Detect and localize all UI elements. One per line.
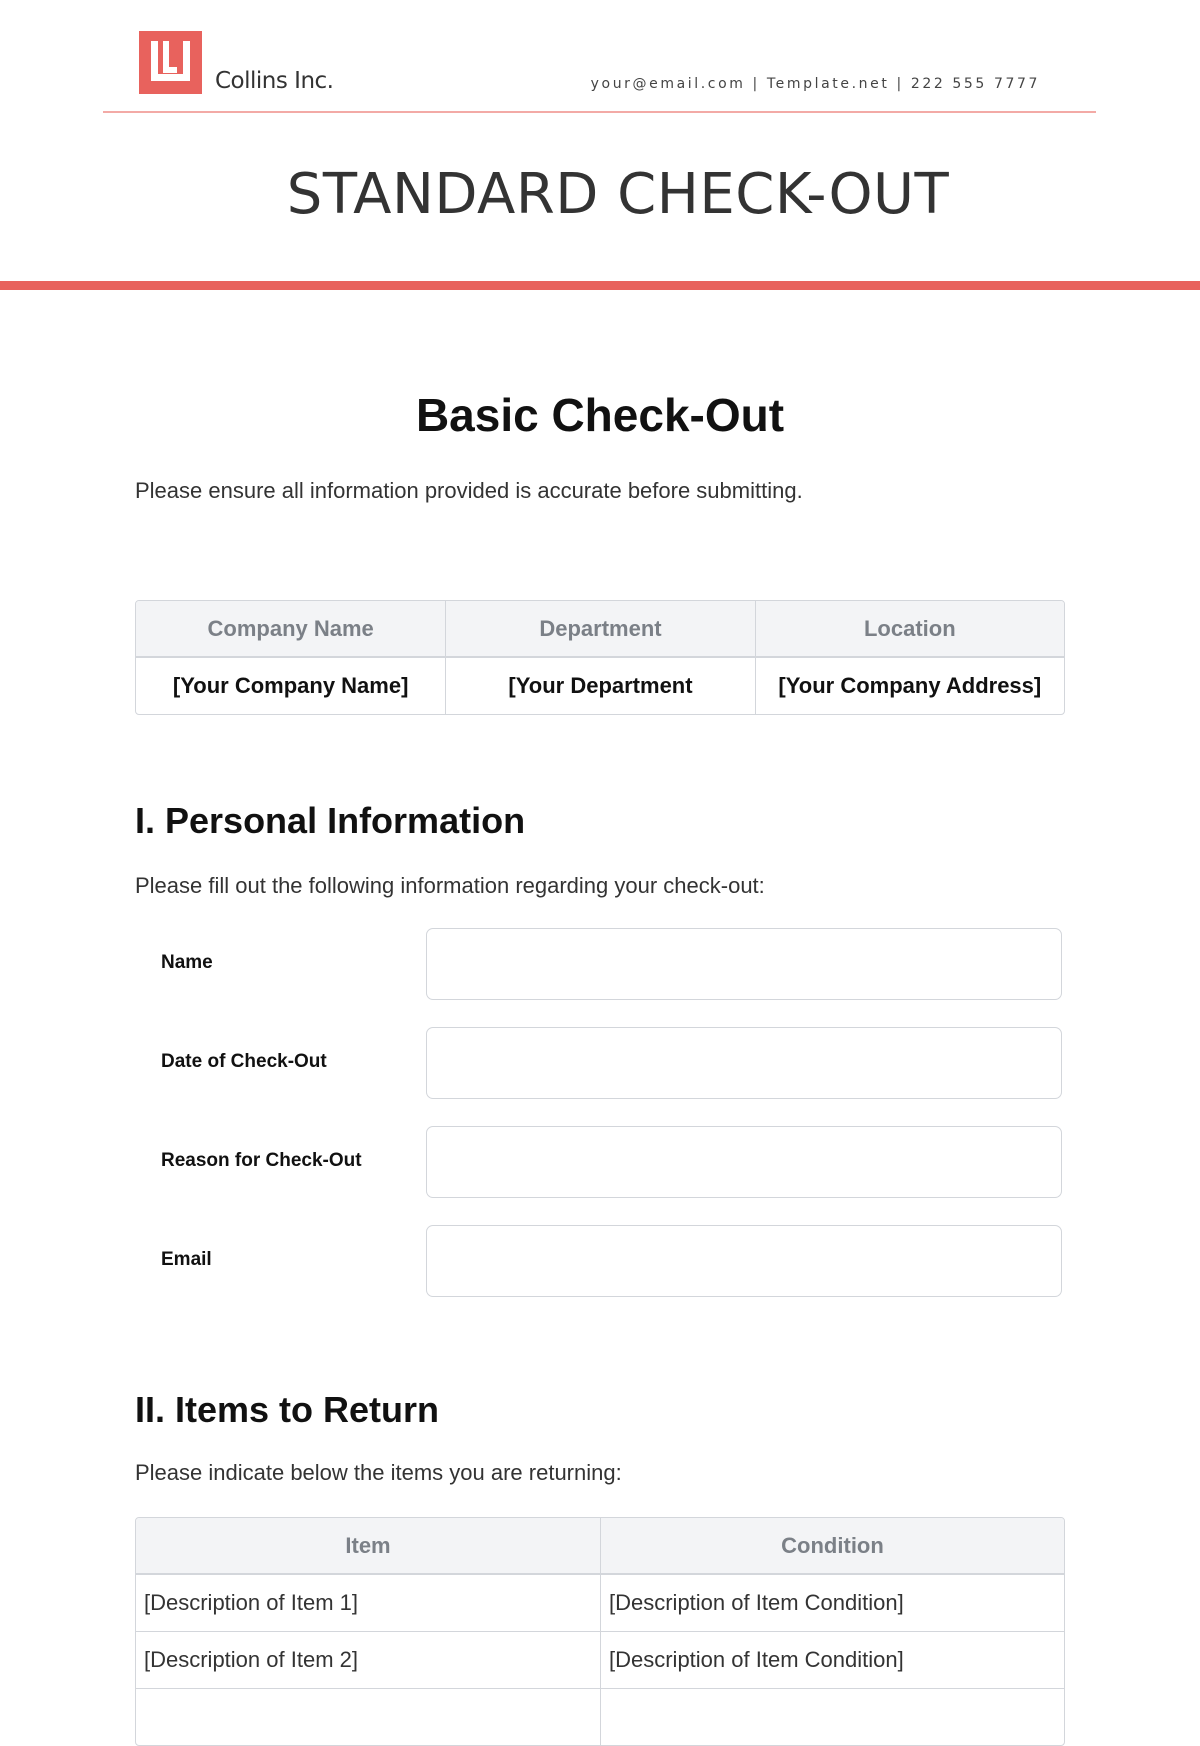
section-personal-heading: I. Personal Information <box>135 800 526 841</box>
location-value: [Your Company Address] <box>755 658 1064 714</box>
item-cell: [Description of Item 1] <box>144 1590 358 1615</box>
item-cell <box>136 1688 600 1745</box>
email-label: Email <box>161 1249 212 1270</box>
header-divider <box>103 111 1096 113</box>
contact-info: your@email.com | Template.net | 222 555 7777 <box>590 76 1040 92</box>
reason-label: Reason for Check-Out <box>161 1150 362 1171</box>
document-title: STANDARD CHECK-OUT <box>286 162 950 227</box>
company-table <box>135 600 1065 715</box>
condition-cell: [Description of Item Condition] <box>600 1575 1064 1631</box>
company-name-value: [Your Company Name] <box>172 673 409 698</box>
name-label: Name <box>161 952 213 973</box>
condition-cell <box>600 1688 1064 1745</box>
table-row <box>136 1631 1064 1688</box>
date-label: Date of Check-Out <box>161 1051 327 1072</box>
condition-cell: [Description of Item Condition] <box>600 1631 1064 1688</box>
header-company-name: Company Name <box>136 601 445 658</box>
email-input[interactable] <box>426 1225 1062 1297</box>
title-bar <box>0 281 1200 290</box>
table-row <box>136 1575 1064 1631</box>
section-items-text: Please indicate below the items you are returning: <box>135 1460 622 1485</box>
reason-input[interactable] <box>426 1126 1062 1198</box>
item-cell: [Description of Item 2] <box>136 1631 600 1688</box>
company-logo <box>139 31 202 94</box>
name-input[interactable] <box>426 928 1062 1000</box>
department-value: [Your Department <box>445 658 754 714</box>
section-personal-text: Please fill out the following information regarding your check-out: <box>135 873 765 898</box>
date-input[interactable] <box>426 1027 1062 1099</box>
header-item: Item <box>136 1518 600 1575</box>
table-row <box>136 1688 1064 1745</box>
intro-text: Please ensure all information provided is accurate before submitting. <box>135 478 803 503</box>
form-title: Basic Check-Out <box>415 389 785 441</box>
items-table <box>135 1517 1065 1746</box>
header-location: Location <box>755 601 1064 658</box>
header-condition: Condition <box>600 1518 1064 1575</box>
company-name: Collins Inc. <box>215 68 334 94</box>
header-department: Department <box>445 601 754 658</box>
section-items-heading: II. Items to Return <box>135 1389 440 1430</box>
